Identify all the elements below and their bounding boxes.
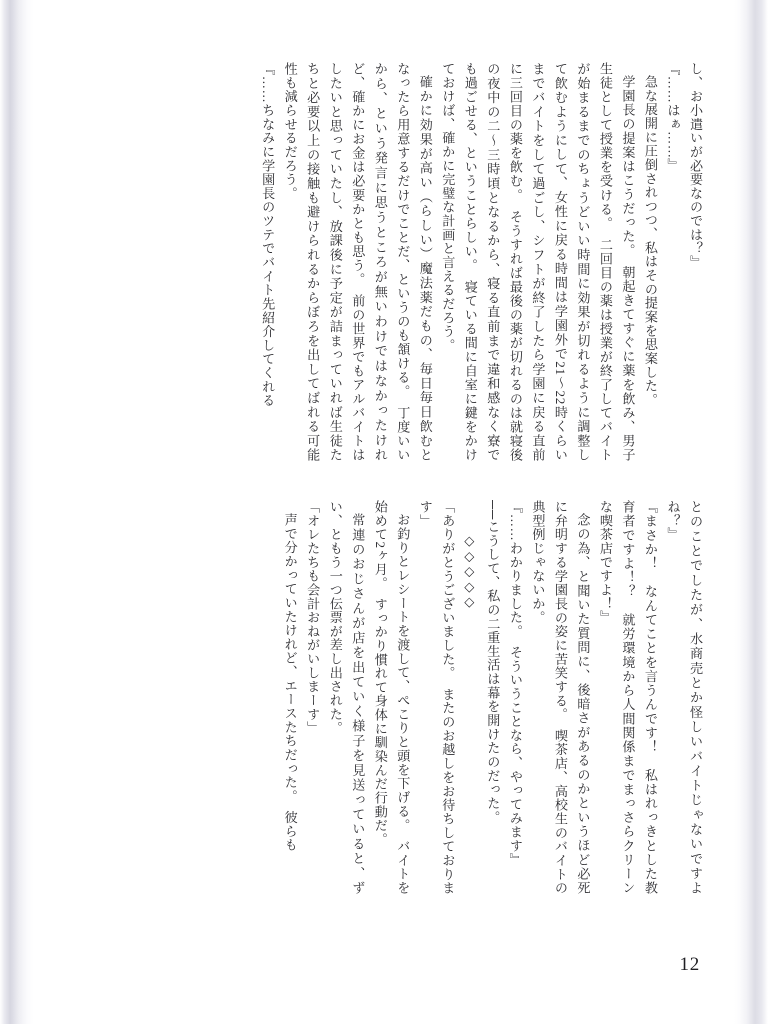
paragraph: 確かに効果が高い（らしい）魔法薬だもの、毎日毎日飲むとなったら用意するだけでことだ、というのも頷ける。 丁度いいから、という発言に思うところが無いわけではなかったけれど、確かにお金は必要かとも思う。 前の世界でもアルバイトはしたいと思っていたし、放課後に予定が詰まっていれば生徒たちと必要以上の接触も避けられるからぼろを出してばれる可能性も減らせるだろう。 bbox=[282, 62, 433, 462]
scene-separator: ◇◇◇◇◇ bbox=[462, 534, 478, 611]
upper-text-block bbox=[100, 62, 706, 462]
paragraph: 「オレたちも会計おねがいしまーす」 bbox=[305, 500, 321, 735]
paragraph: 学園長の提案はこうだった。 朝起きてすぐに薬を飲み、男子生徒として授業を受ける。 二回目の薬は授業が終了してバイトが始まるまでのちょうどいい時間に効果が切れるように調整して飲むようにして、女性に戻る時間は学園外で21〜22時くらいまでバイトをして過ごし、シフトが終了したら学園に戻る直前に三回目の薬を飲む。 そうすれば最後の薬が切れるのは就寝後の夜中の二〜三時頃となるから、寝る直前まで違和感なく寮でも過ごせる、ということらしい。 寝ている間に自室に鍵をかけておけば、確かに完璧な計画と言えるだろう。 bbox=[440, 62, 636, 462]
page-left-edge-shadow bbox=[0, 0, 34, 1024]
paragraph: し、お小遣いが必要なのでは？』 bbox=[688, 62, 703, 270]
paragraph: 『……はぁ……』 bbox=[665, 62, 681, 173]
page-right-edge-shadow bbox=[734, 0, 768, 1024]
page-number: 12 bbox=[679, 954, 700, 975]
paragraph: 「ありがとうございました。 またのお越しをお待ちしております」 bbox=[417, 500, 456, 895]
paragraph: とのことでしたが、水商売とか怪しいバイトじゃないですよね？』 bbox=[665, 500, 703, 895]
paragraph: 『……ちなみに学園長のツテでバイト先紹介してくれる bbox=[260, 62, 276, 408]
paragraph: お釣りとレシートを渡して、ぺこりと頭を下げる。 バイトを始めて2ヶ月。 すっかり慣れて身体に馴染んだ行動だ。 bbox=[372, 500, 411, 895]
paragraph: 『まさか！ なんてことを言うんです！ 私はれっきとした教育者ですよ！？ 就労環境から人間関係までまっさらクリーンな喫茶店ですよ！』 bbox=[597, 500, 658, 895]
lower-text-block bbox=[100, 500, 706, 895]
paragraph: 常連のおじさんが店を出ていく様子を見送っていると、ずい、ともう一つ伝票が差し出された。 bbox=[327, 500, 366, 895]
paragraph: 『……わかりました。 そういうことなら、やってみます』 bbox=[507, 500, 523, 867]
paragraph: 急な展開に圧倒されつつ、私はその提案を思案した。 bbox=[642, 75, 658, 407]
paragraph: 声で分かっていたけれど、エースたちだった。 彼らも bbox=[282, 513, 298, 853]
paragraph: 念の為、と聞いた質問に、後暗さがあるのかというほど必死に弁明する学園長の姿に苦笑する。 喫茶店、高校生のバイトの典型例じゃないか。 bbox=[530, 500, 591, 895]
paragraph: ──こうして、私の二重生活は幕を開けたのだった。 bbox=[485, 500, 501, 825]
